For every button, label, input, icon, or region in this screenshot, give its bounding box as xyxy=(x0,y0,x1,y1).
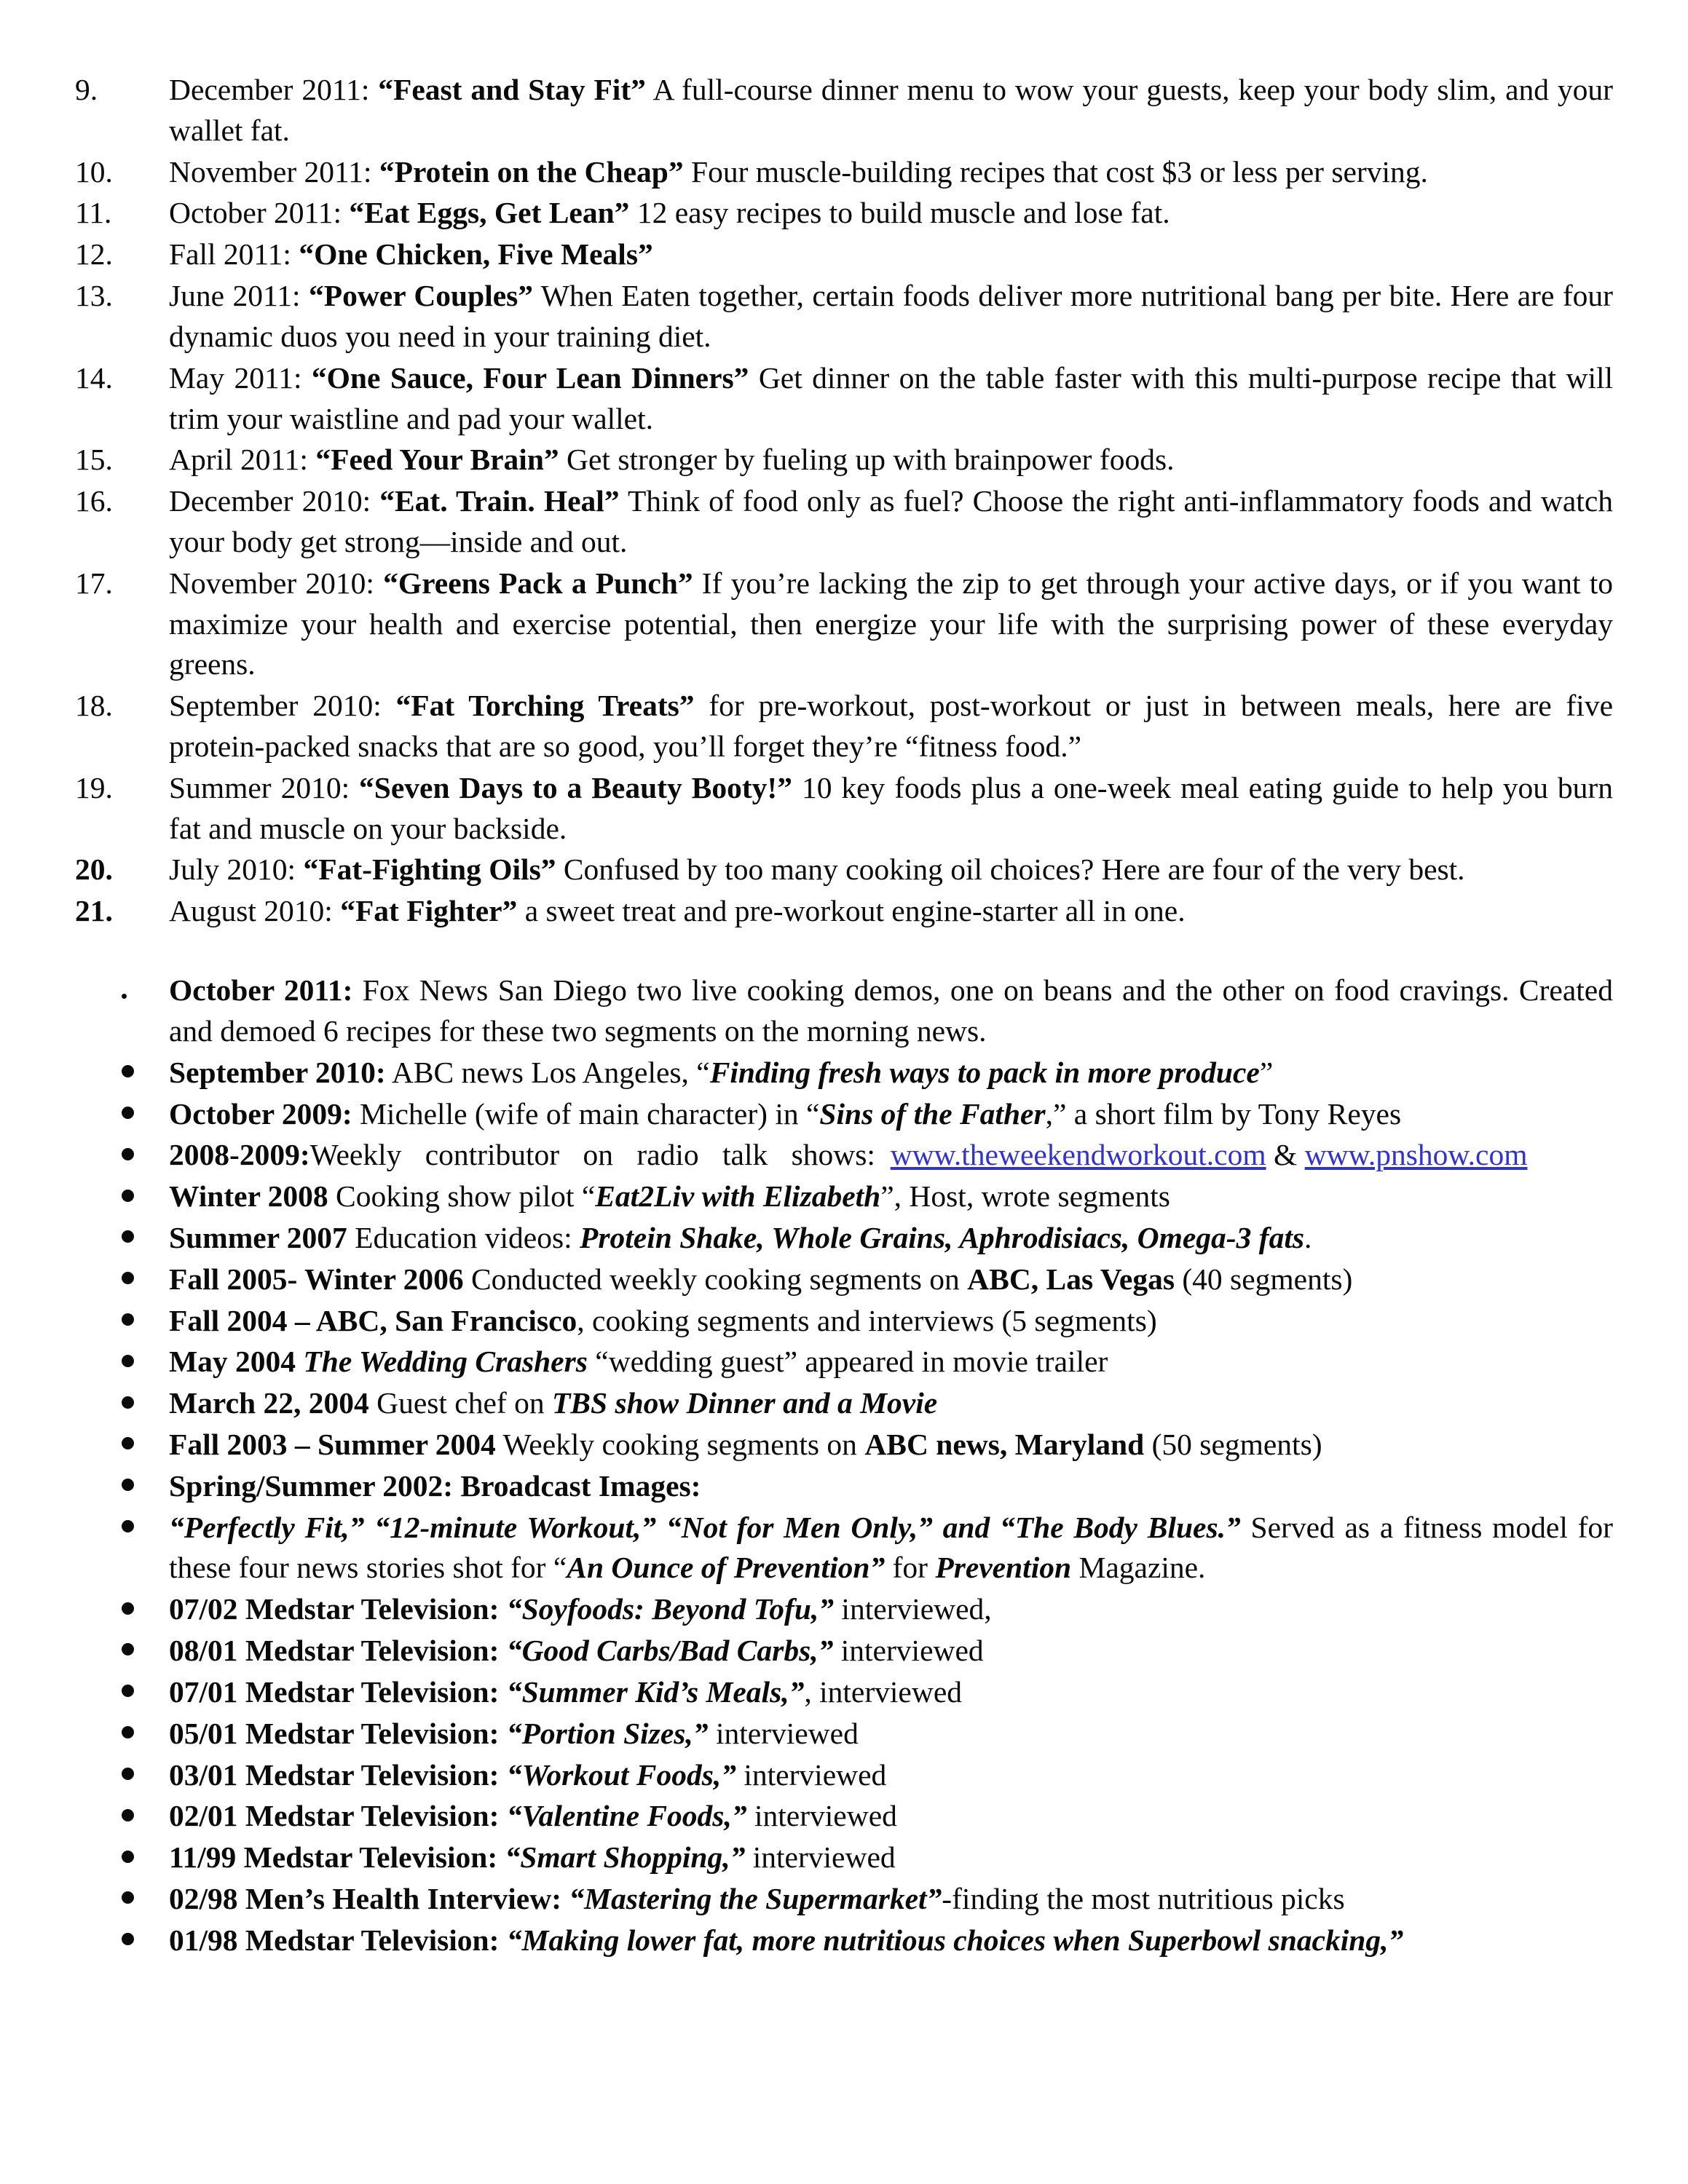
list-item-date: November 2011: xyxy=(169,154,372,189)
list-item-number: 19. xyxy=(75,770,113,804)
list-item-title: “Mastering the Supermarket” xyxy=(561,1881,942,1915)
list-item xyxy=(75,276,1613,357)
bullet-icon xyxy=(122,1466,143,1507)
list-item-lead: 05/01 Medstar Television: xyxy=(169,1716,500,1750)
list-item-lead: October 2009: xyxy=(169,1096,352,1131)
list-item-lead: May 2004 xyxy=(169,1345,296,1379)
bullet-icon xyxy=(122,1176,143,1217)
list-item-lead: 01/98 Medstar Television: xyxy=(169,1923,500,1957)
list-item-date: Summer 2010: xyxy=(169,770,350,804)
list-item-campaign-title: An Ounce of Prevention” xyxy=(567,1551,886,1585)
list-item-text: Michelle (wife of main character) in “ xyxy=(352,1096,820,1131)
bullet-icon xyxy=(122,1589,143,1630)
bullet-icon xyxy=(122,1837,143,1878)
list-item xyxy=(75,970,1613,1052)
list-item-text: Weekly cooking segments on xyxy=(495,1428,865,1461)
list-item-title: “Eat. Train. Heal” xyxy=(379,484,620,518)
list-item-text: Conducted weekly cooking segments on xyxy=(463,1262,968,1296)
list-item-lead: Summer 2007 xyxy=(169,1220,347,1254)
list-item-tail: interviewed xyxy=(833,1634,984,1668)
bullet-icon xyxy=(122,1135,143,1176)
list-item-lead: 08/01 Medstar Television: xyxy=(169,1634,500,1668)
list-item-text: Guest chef on xyxy=(368,1386,552,1420)
list-item-lead: 11/99 Medstar Television: xyxy=(169,1840,498,1875)
bullet-icon xyxy=(122,1383,143,1424)
list-item-tail: interviewed xyxy=(736,1757,887,1792)
list-item-title: “Fat Torching Treats” xyxy=(395,689,695,723)
list-item-date: April 2011: xyxy=(169,443,308,477)
list-item-number: 15. xyxy=(75,443,113,477)
bullet-icon xyxy=(122,1920,143,1961)
list-item-tail: . xyxy=(1304,1220,1312,1254)
list-item xyxy=(75,1755,1613,1796)
list-item-description: Four muscle-building recipes that cost $3 or less per serving. xyxy=(690,154,1428,189)
list-item-title: Finding fresh ways to pack in more produce xyxy=(709,1055,1260,1089)
bullet-icon xyxy=(122,1631,143,1671)
list-item xyxy=(75,686,1613,767)
list-item xyxy=(75,1342,1613,1382)
list-item-tail: interviewed, xyxy=(834,1592,992,1626)
list-item-number: 18. xyxy=(75,689,113,723)
list-item-network: ABC, Las Vegas xyxy=(967,1262,1175,1296)
list-item xyxy=(75,193,1613,234)
list-item-title: Eat2Liv with Elizabeth xyxy=(595,1179,881,1214)
list-item-title: “Power Couples” xyxy=(308,279,534,313)
list-item-lead: 07/01 Medstar Television: xyxy=(169,1674,500,1709)
list-item-tail: ”, Host, wrote segments xyxy=(880,1179,1170,1214)
bullet-icon xyxy=(122,1879,143,1920)
list-item xyxy=(75,1053,1613,1093)
list-item-tail: , interviewed xyxy=(804,1674,962,1709)
list-item-number: 9. xyxy=(75,73,98,106)
list-item xyxy=(75,891,1613,932)
list-item-text: ABC news Los Angeles, “ xyxy=(385,1055,710,1089)
list-item-number: 11. xyxy=(75,196,112,230)
list-item-title: TBS show Dinner and a Movie xyxy=(551,1386,938,1420)
list-item-text: Cooking show pilot “ xyxy=(328,1179,596,1214)
list-item-title: “Seven Days to a Beauty Booty!” xyxy=(359,770,792,804)
list-item-date: October 2011: xyxy=(169,196,342,230)
list-item-tail-3: Magazine. xyxy=(1071,1551,1206,1585)
bullet-icon xyxy=(122,1755,143,1796)
list-item-lead: 02/98 Men’s Health Interview: xyxy=(169,1881,562,1915)
list-item xyxy=(75,1796,1613,1837)
list-item xyxy=(75,440,1613,480)
list-item xyxy=(75,1218,1613,1259)
list-item-description: If you’re lacking the zip to get through your active days, or if you want to maximize your health and exercise potential, then energize your life with the surprising power of these everyday greens. xyxy=(169,566,1614,681)
list-item xyxy=(75,850,1613,890)
list-item-description: Confused by too many cooking oil choices? Here are four of the very best. xyxy=(563,852,1465,887)
list-item-network: ABC news, Maryland xyxy=(864,1428,1145,1461)
list-item-title: “Feed Your Brain” xyxy=(315,443,559,477)
list-item-lead: Fall 2003 – Summer 2004 xyxy=(169,1428,496,1461)
list-item-tail: (50 segments) xyxy=(1144,1428,1322,1461)
bullet-icon xyxy=(122,1301,143,1342)
list-item xyxy=(75,768,1613,850)
list-item-description: a sweet treat and pre-workout engine-starter all in one. xyxy=(524,894,1186,928)
list-item-tail: interviewed xyxy=(746,1799,897,1833)
list-item-date: September 2010: xyxy=(169,689,382,723)
bullet-icon xyxy=(122,1714,143,1754)
list-item-lead: September 2010: xyxy=(169,1055,386,1089)
list-item-title: “One Sauce, Four Lean Dinners” xyxy=(311,360,749,395)
list-item-date: May 2011: xyxy=(169,360,302,395)
list-item-text: Education videos: xyxy=(347,1220,580,1254)
list-item-description: Get dinner on the table faster with this multi-purpose recipe that will trim your waistline and pad your wallet. xyxy=(169,360,1614,435)
list-item-lead: Fall 2004 – ABC, San Francisco xyxy=(169,1303,577,1337)
list-item-title: “Protein on the Cheap” xyxy=(379,154,684,189)
list-item-description: Think of food only as fuel? Choose the right anti-inflammatory foods and watch your body get strong—inside and out. xyxy=(169,484,1613,558)
list-item-lead: 03/01 Medstar Television: xyxy=(169,1757,500,1792)
list-item xyxy=(75,1301,1613,1342)
list-item-text: Fox News San Diego two live cooking demos, one on beans and the other on food cravings. Created and demoed 6 recipes for these two segments on the morning news. xyxy=(169,973,1613,1048)
list-item-number: 10. xyxy=(75,154,113,189)
list-item-lead: 2008-2009: xyxy=(169,1138,310,1172)
list-item xyxy=(75,1672,1613,1713)
list-item-quoted-titles: “Perfectly Fit,” “12-minute Workout,” “Not for Men Only,” and “The Body Blues.” xyxy=(169,1510,1241,1544)
bullet-icon xyxy=(122,1425,143,1465)
list-item-description: 12 easy recipes to build muscle and lose fat. xyxy=(636,196,1170,230)
media-articles-numbered-list xyxy=(75,70,1613,932)
list-item xyxy=(75,1920,1613,1961)
list-item-number: 14. xyxy=(75,360,113,395)
list-item-title: “Portion Sizes,” xyxy=(499,1716,709,1750)
ampersand: & xyxy=(1273,1138,1298,1172)
list-item-description: A full-course dinner menu to wow your guests, keep your body slim, and your wallet fat. xyxy=(169,73,1614,147)
list-item xyxy=(75,1466,1613,1507)
list-item-lead: Winter 2008 xyxy=(169,1179,328,1214)
list-item-description: for pre-workout, post-workout or just in between meals, here are five protein-packed snacks that are so good, you’ll forget they’re “fitness food.” xyxy=(169,689,1614,763)
list-item xyxy=(75,1176,1613,1217)
bullet-icon xyxy=(122,1672,143,1713)
list-item-title: “Summer Kid’s Meals,” xyxy=(499,1674,805,1709)
list-item xyxy=(75,1837,1613,1878)
list-item-tail: , cooking segments and interviews (5 segments) xyxy=(577,1303,1157,1337)
list-item xyxy=(75,1631,1613,1671)
list-item-date: July 2010: xyxy=(169,852,296,887)
list-item-tail: interviewed xyxy=(708,1716,859,1750)
bullet-icon xyxy=(122,1508,143,1548)
list-item-lead: 02/01 Medstar Television: xyxy=(169,1799,500,1833)
list-item-description: When Eaten together, certain foods deliver more nutritional bang per bite. Here are four dynamic duos you need in your training diet. xyxy=(169,279,1614,353)
list-item xyxy=(75,1508,1613,1589)
list-item-title: “Soyfoods: Beyond Tofu,” xyxy=(499,1592,835,1626)
bullet-icon xyxy=(122,970,143,1011)
list-item xyxy=(75,1259,1613,1300)
list-item-title: “Smart Shopping,” xyxy=(497,1840,746,1875)
list-item xyxy=(75,1589,1613,1630)
list-item-date: August 2010: xyxy=(169,894,333,928)
list-item-lead: October 2011: xyxy=(169,973,353,1008)
list-item-number: 20. xyxy=(75,852,113,887)
list-item-title: “Greens Pack a Punch” xyxy=(383,566,693,600)
section-spacer xyxy=(75,933,1613,970)
list-item-title: “Feast and Stay Fit” xyxy=(378,73,646,106)
list-item xyxy=(75,1094,1613,1135)
list-item-title: The Wedding Crashers xyxy=(296,1345,588,1379)
bullet-icon xyxy=(122,1796,143,1837)
pnshow-link[interactable]: www.pnshow.com xyxy=(1304,1138,1528,1172)
list-item-lead: Spring/Summer 2002: Broadcast Images: xyxy=(169,1468,701,1503)
list-item-title: “Making lower fat, more nutritious choices when Superbowl snacking,” xyxy=(499,1923,1404,1957)
list-item-tail: (40 segments) xyxy=(1174,1262,1353,1296)
list-item xyxy=(75,358,1613,440)
bullet-icon xyxy=(122,1342,143,1382)
list-item-magazine: Prevention xyxy=(935,1551,1072,1585)
list-item xyxy=(75,152,1613,193)
list-item-description: Get stronger by fueling up with brainpower foods. xyxy=(567,443,1175,477)
bullet-icon xyxy=(122,1053,143,1093)
list-item-title: “Workout Foods,” xyxy=(499,1757,736,1792)
weekend-workout-link[interactable]: www.theweekendworkout.com xyxy=(890,1138,1266,1172)
list-item xyxy=(75,70,1613,151)
list-item-tail: “wedding guest” appeared in movie trailer xyxy=(587,1345,1108,1379)
list-item-date: December 2010: xyxy=(169,484,371,518)
list-item-lead: March 22, 2004 xyxy=(169,1386,369,1420)
list-item-lead: 07/02 Medstar Television: xyxy=(169,1592,500,1626)
list-item-number: 21. xyxy=(75,894,113,928)
list-item-number: 12. xyxy=(75,237,113,272)
list-item xyxy=(75,481,1613,563)
list-item-date: Fall 2011: xyxy=(169,237,291,272)
list-item-tail: -finding the most nutritious picks xyxy=(942,1881,1345,1915)
list-item-title: “One Chicken, Five Meals” xyxy=(299,237,653,272)
list-item-tail: ,” a short film by Tony Reyes xyxy=(1045,1096,1402,1131)
list-item-title: “Good Carbs/Bad Carbs,” xyxy=(499,1634,834,1668)
list-item-number: 13. xyxy=(75,279,113,313)
list-item-tail-2: for xyxy=(885,1551,936,1585)
list-item-tail: ” xyxy=(1259,1055,1274,1089)
list-item-number: 17. xyxy=(75,566,113,600)
bullet-icon xyxy=(122,1218,143,1259)
list-item-date: November 2010: xyxy=(169,566,374,600)
list-item-title: Sins of the Father xyxy=(819,1096,1046,1131)
list-item xyxy=(75,1714,1613,1754)
list-item xyxy=(75,1383,1613,1424)
list-item-date: June 2011: xyxy=(169,279,301,313)
list-item-tail: interviewed xyxy=(745,1840,896,1875)
list-item-title: “Valentine Foods,” xyxy=(499,1799,747,1833)
list-item xyxy=(75,1425,1613,1465)
list-item xyxy=(75,234,1613,275)
bullet-icon xyxy=(122,1259,143,1300)
list-item-title: “Fat-Fighting Oils” xyxy=(303,852,556,887)
media-appearances-bullet-list xyxy=(75,970,1613,1961)
list-item-number: 16. xyxy=(75,484,113,518)
list-item xyxy=(75,1879,1613,1920)
list-item-lead: Fall 2005- Winter 2006 xyxy=(169,1262,464,1296)
list-item xyxy=(75,1135,1613,1176)
document-content xyxy=(75,70,1613,1961)
list-item-title: Protein Shake, Whole Grains, Aphrodisiacs, Omega-3 fats xyxy=(580,1220,1304,1254)
list-item-title: “Eat Eggs, Get Lean” xyxy=(349,196,630,230)
list-item-text: Weekly contributor on radio talk shows: xyxy=(309,1138,875,1172)
bullet-icon xyxy=(122,1094,143,1135)
list-item-date: December 2011: xyxy=(169,73,370,106)
list-item-title: “Fat Fighter” xyxy=(340,894,518,928)
list-item xyxy=(75,563,1613,685)
list-item-tail: Served as a fitness model for these four news stories shot for “ xyxy=(169,1510,1614,1585)
list-item-description: 10 key foods plus a one-week meal eating guide to help you burn fat and muscle on your backside. xyxy=(169,770,1614,845)
